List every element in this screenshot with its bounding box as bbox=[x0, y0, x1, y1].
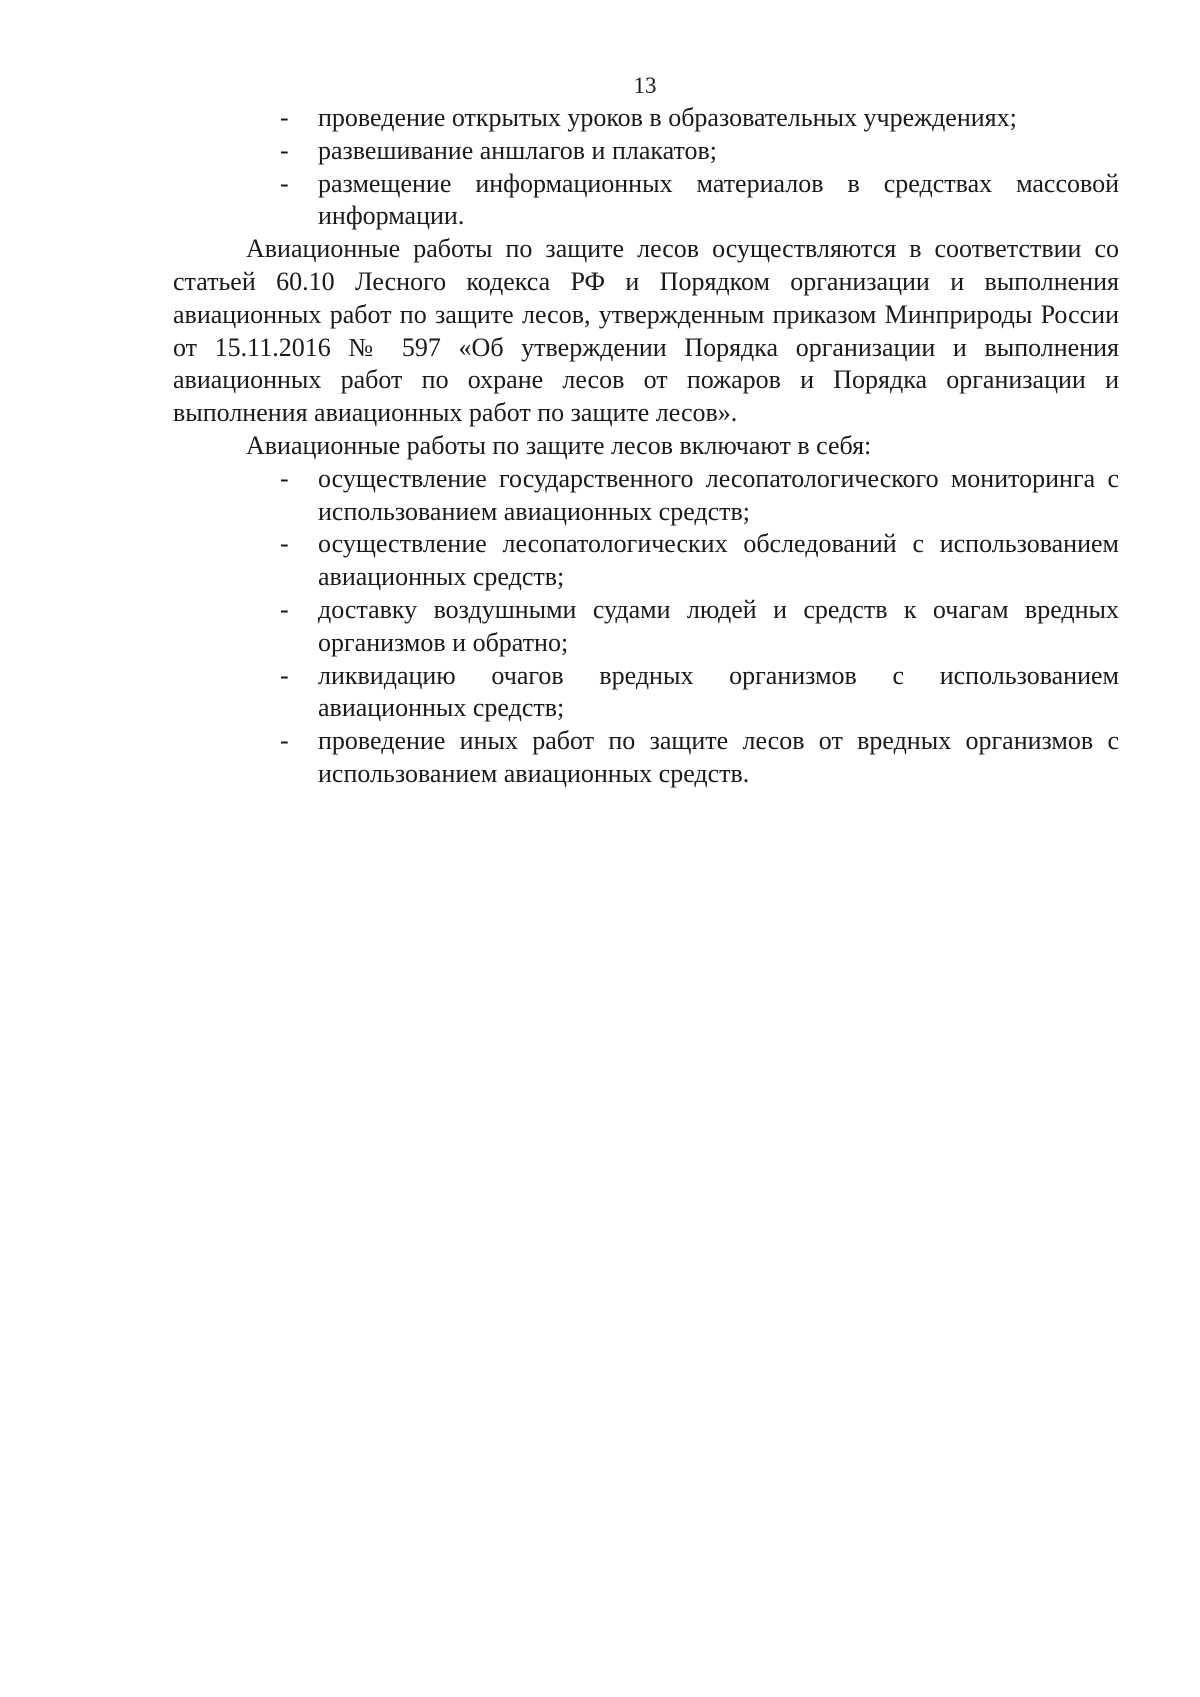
list-item bbox=[173, 660, 1119, 726]
paragraph-aviation-includes: Авиационные работы по защите лесов включают в себя: bbox=[246, 430, 872, 460]
measures-list bbox=[173, 102, 1119, 233]
list-item bbox=[173, 725, 1119, 791]
bullet-dash: - bbox=[280, 168, 289, 198]
list-item-text: осуществление лесопатологических обследований с использованием авиационных средств; bbox=[318, 529, 1119, 592]
bullet-dash: - bbox=[280, 135, 289, 165]
list-item-text: проведение иных работ по защите лесов от вредных организмов с использованием авиационных средств. bbox=[318, 726, 1119, 788]
bullet-dash: - bbox=[280, 660, 289, 690]
page-content bbox=[173, 102, 1119, 791]
list-item-text: размещение информационных материалов в средствах массовой информации. bbox=[318, 168, 1119, 231]
list-item bbox=[173, 102, 1119, 135]
bullet-dash: - bbox=[280, 463, 289, 493]
list-item-text: развешивание аншлагов и плакатов; bbox=[318, 135, 718, 165]
bullet-dash: - bbox=[280, 726, 289, 756]
list-item-text: проведение открытых уроков в образовательных учреждениях; bbox=[318, 103, 1017, 132]
paragraph-aviation-regulation: Авиационные работы по защите лесов осуществляются в соответствии со статьей 60.10 Лесного кодекса РФ и Порядком организации и выполнения авиационных работ по защите лесов, утвержденным приказом Минприроды России от 15.11.2016 № 597 «Об утверждении Порядка организации и выполнения авиационных работ по охране лесов от пожаров и Порядка организации и выполнения авиационных работ по защите лесов». bbox=[173, 234, 1119, 428]
bullet-dash: - bbox=[280, 103, 289, 132]
list-item bbox=[173, 135, 1119, 168]
list-item-text: осуществление государственного лесопатологического мониторинга с использованием авиационных средств; bbox=[318, 463, 1119, 526]
list-item bbox=[173, 463, 1119, 529]
bullet-dash: - bbox=[280, 594, 289, 624]
list-item bbox=[173, 528, 1119, 594]
list-item-text: ликвидацию очагов вредных организмов с использованием авиационных средств; bbox=[318, 660, 1119, 723]
bullet-dash: - bbox=[280, 529, 289, 559]
aviation-works-list bbox=[173, 463, 1119, 791]
list-item bbox=[173, 594, 1119, 660]
list-item-text: доставку воздушными судами людей и средств к очагам вредных организмов и обратно; bbox=[318, 594, 1119, 657]
page-number: 13 bbox=[633, 73, 657, 98]
list-item bbox=[173, 168, 1119, 234]
